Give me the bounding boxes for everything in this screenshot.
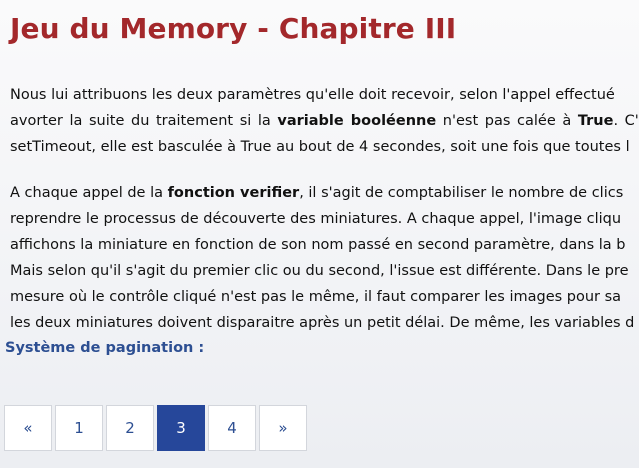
- pagination-page-1[interactable]: 1: [55, 405, 103, 451]
- text-span: . C': [613, 113, 639, 129]
- text-line: affichons la miniature en fonction de son nom passé en second paramètre, dans la b: [10, 237, 626, 253]
- text-span: A chaque appel de la: [10, 185, 168, 201]
- pagination: [4, 405, 310, 451]
- pagination-page-3-current[interactable]: 3: [157, 405, 205, 451]
- text-line: Mais selon qu'il s'agit du premier clic ou du second, l'issue est différente. Dans le pre: [10, 263, 629, 279]
- text-span: avorter la suite du traitement si la: [10, 113, 278, 129]
- text-line: [10, 180, 630, 206]
- pagination-label: Système de pagination :: [5, 340, 205, 356]
- paragraph-parameters: [10, 82, 639, 160]
- text-line: [10, 108, 639, 134]
- pagination-page-2[interactable]: 2: [106, 405, 154, 451]
- text-line: les deux miniatures doivent disparaitre après un petit délai. De même, les variables d: [10, 315, 635, 331]
- paragraph-verifier: [10, 180, 635, 336]
- bold-term-variable-booleenne: variable booléenne: [277, 113, 437, 129]
- text-span: , il s'agit de comptabiliser le nombre de clics: [299, 185, 624, 201]
- bold-term-true: True: [577, 113, 614, 129]
- bold-term-fonction-verifier: fonction verifier: [167, 185, 300, 201]
- pagination-next-button[interactable]: »: [259, 405, 307, 451]
- pagination-page-4[interactable]: 4: [208, 405, 256, 451]
- text-line: setTimeout, elle est basculée à True au bout de 4 secondes, soit une fois que toutes l: [10, 139, 630, 155]
- page-title: Jeu du Memory - Chapitre III: [10, 12, 457, 45]
- text-line: Nous lui attribuons les deux paramètres qu'elle doit recevoir, selon l'appel effectué: [10, 87, 615, 103]
- text-line: mesure où le contrôle cliqué n'est pas le même, il faut comparer les images pour sa: [10, 289, 622, 305]
- pagination-prev-button[interactable]: «: [4, 405, 52, 451]
- text-line: reprendre le processus de découverte des miniatures. A chaque appel, l'image cliqu: [10, 211, 622, 227]
- text-span: n'est pas calée à: [436, 113, 578, 129]
